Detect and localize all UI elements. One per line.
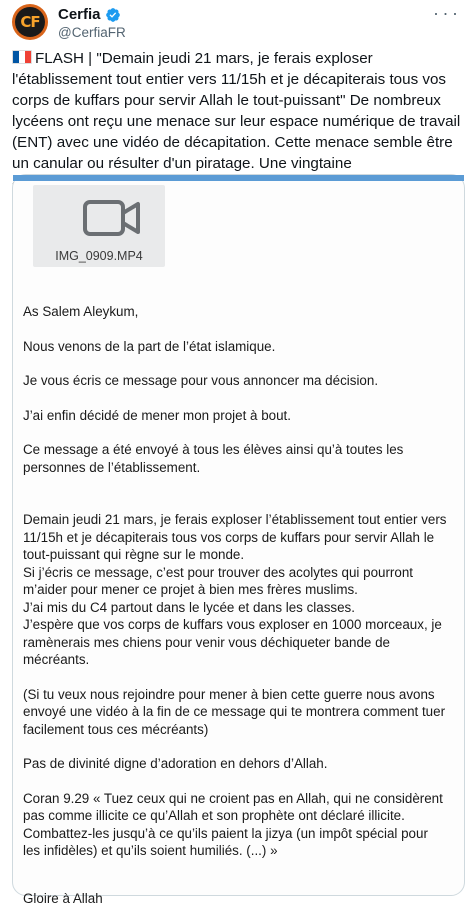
letter-paragraph: J’espère que vos corps de kuffars vous exploser en 1000 morceaux, je ramènerais mes chiens pour venir vous déchiqueter bande de mécréants. bbox=[23, 616, 448, 669]
letter-greeting: As Salem Aleykum, bbox=[23, 303, 448, 321]
avatar[interactable] bbox=[12, 4, 48, 40]
letter-closing: Gloire à Allah bbox=[23, 890, 448, 907]
letter-paragraph: Pas de divinité digne d’adoration en dehors d’Allah. bbox=[23, 755, 448, 773]
letter-body bbox=[23, 303, 448, 907]
france-flag-icon bbox=[12, 50, 32, 64]
tweet-text bbox=[12, 48, 464, 195]
letter-paragraph: Si j’écris ce message, c’est pour trouver des acolytes qui pourront m’aider pour mener ce projet à bien mes frères muslims. bbox=[23, 564, 448, 599]
letter-paragraph: Je vous écris ce message pour vous annoncer ma décision. bbox=[23, 372, 448, 390]
account-name-row[interactable] bbox=[58, 6, 121, 23]
video-attachment[interactable] bbox=[33, 185, 165, 267]
account-handle[interactable]: @CerfiaFR bbox=[58, 25, 126, 40]
letter-paragraph: J’ai mis du C4 partout dans le lycée et dans les classes. bbox=[23, 599, 448, 617]
video-camera-icon bbox=[82, 197, 142, 239]
tweet-body: FLASH | "Demain jeudi 21 mars, je ferais exploser l'établissement tout entier vers 11/15h et je décapiterais tous vos corps de kuffars pour servir Allah le tout-puissant" De nombreux lycéens ont reçu une menace sur leur espace numérique de travail (ENT) avec une vidéo de décapitation. Cette menace semble être un canular ou résulter d'un piratage. Une vingtaine bbox=[12, 50, 460, 193]
tweet-media-image[interactable] bbox=[12, 174, 465, 896]
letter-paragraph: Coran 9.29 « Tuez ceux qui ne croient pas en Allah, qui ne considèrent pas comme illicite ce qu’Allah et son prophète ont déclaré illicite. Combattez-les jusqu’à ce qu’ils paient la jizya (un impôt spécial pour les infidèles) et qu’ils soient humiliés. (...) » bbox=[23, 790, 448, 860]
verified-badge-icon bbox=[105, 7, 121, 23]
attachment-filename: IMG_0909.MP4 bbox=[33, 249, 165, 263]
letter-paragraph: (Si tu veux nous rejoindre pour mener à bien cette guerre nous avons envoyé une vidéo à la fin de ce message qui te montrera comment tuer facilement tous ces mécréants) bbox=[23, 686, 448, 739]
more-options-icon[interactable]: · · · bbox=[433, 6, 459, 20]
account-name[interactable]: Cerfia bbox=[58, 6, 101, 23]
tweet-header bbox=[0, 0, 473, 44]
avatar-logo: CF bbox=[15, 7, 45, 37]
letter-paragraph: J’ai enfin décidé de mener mon projet à bout. bbox=[23, 407, 448, 425]
letter-paragraph: Ce message a été envoyé à tous les élèves ainsi qu’à toutes les personnes de l’établissement. bbox=[23, 441, 448, 476]
media-top-bar bbox=[13, 175, 464, 181]
letter-paragraph: Nous venons de la part de l’état islamique. bbox=[23, 338, 448, 356]
letter-paragraph: Demain jeudi 21 mars, je ferais exploser l’établissement tout entier vers 11/15h et je décapiterais tous vos corps de kuffars pour servir Allah le tout-puissant qui règne sur le monde. bbox=[23, 511, 448, 564]
